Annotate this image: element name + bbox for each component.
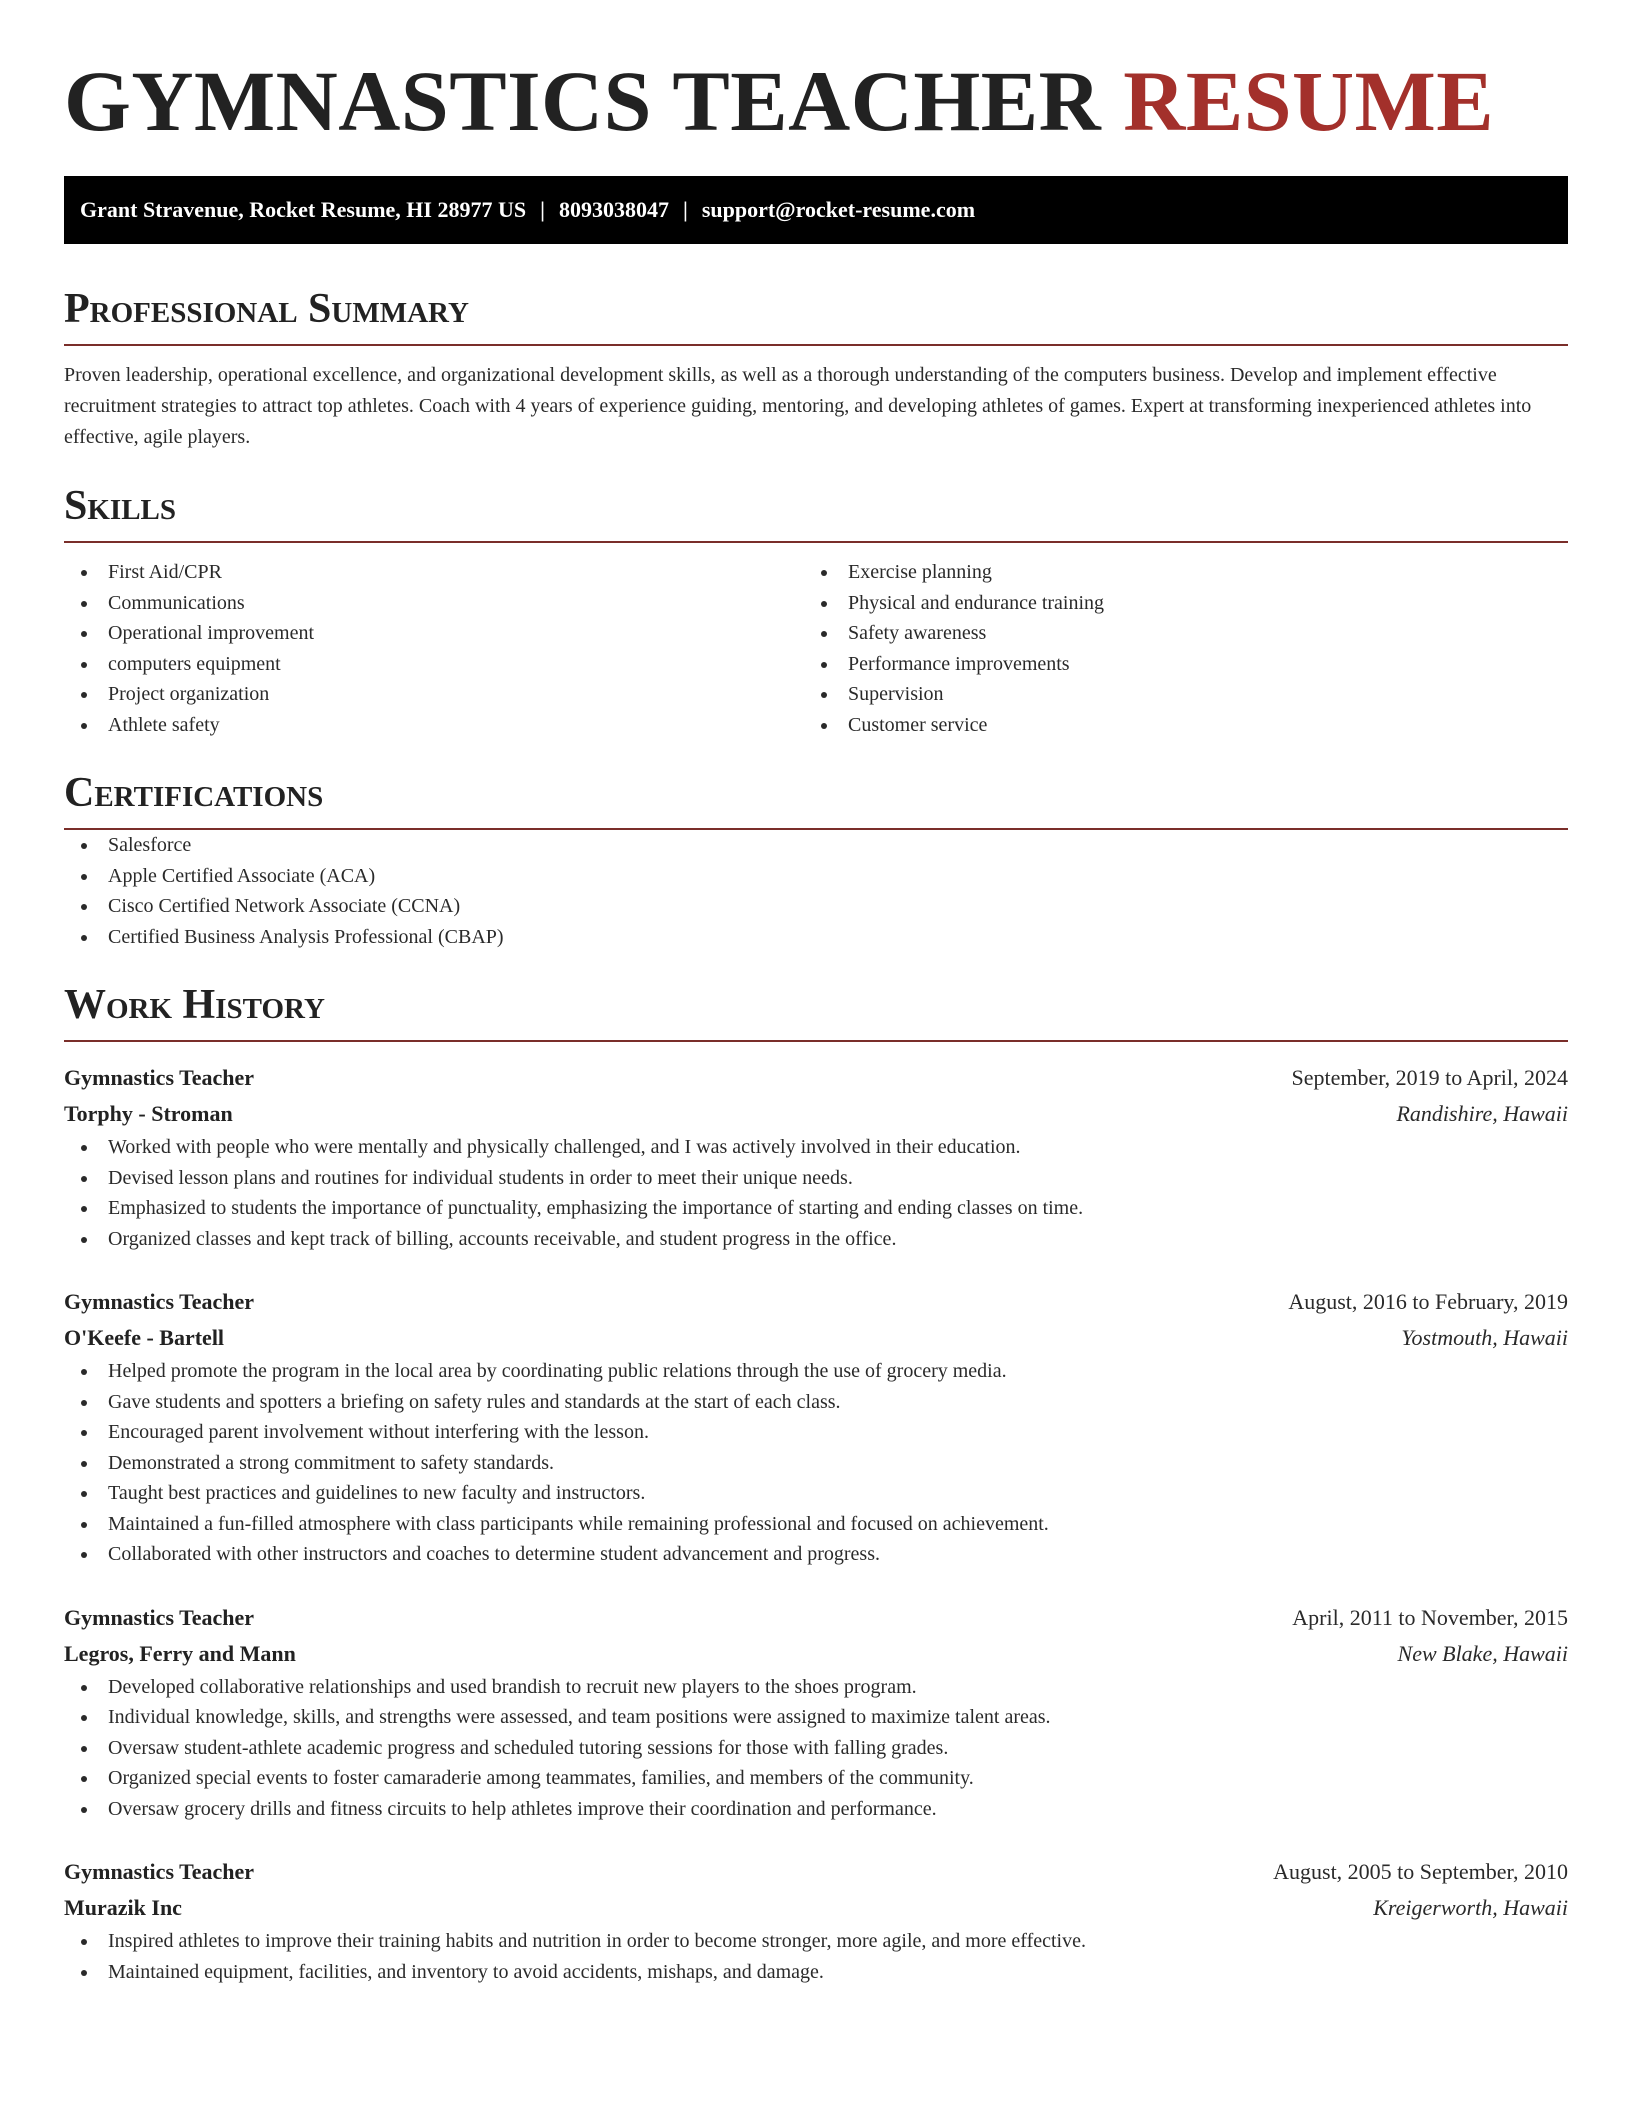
job-duty: Collaborated with other instructors and coaches to determine student advancement and progress. xyxy=(64,1539,1568,1570)
skill-item: Exercise planning xyxy=(804,557,1544,588)
job-company: Murazik Inc xyxy=(64,1895,182,1920)
job-duty: Devised lesson plans and routines for individual students in order to meet their unique needs. xyxy=(64,1163,1568,1194)
job-location: New Blake, Hawaii xyxy=(1397,1640,1568,1666)
job-dates: September, 2019 to April, 2024 xyxy=(1291,1065,1568,1090)
job-title: Gymnastics Teacher xyxy=(64,1065,255,1090)
job-duties-list xyxy=(64,1926,1568,1987)
job-location: Kreigerworth, Hawaii xyxy=(1373,1895,1568,1920)
job-duty: Taught best practices and guidelines to new faculty and instructors. xyxy=(64,1478,1568,1509)
job-duty: Inspired athletes to improve their training habits and nutrition in order to become stronger, more agile, and more effective. xyxy=(64,1926,1568,1957)
job-header-row xyxy=(64,1600,1568,1636)
skill-item: Communications xyxy=(64,588,804,619)
job-entry xyxy=(64,1854,1568,1987)
skill-item: Supervision xyxy=(804,679,1544,710)
job-duty: Emphasized to students the importance of punctuality, emphasizing the importance of starting and ending classes on time. xyxy=(64,1193,1568,1224)
skill-item: Operational improvement xyxy=(64,618,804,649)
certifications-heading: Certifications xyxy=(64,768,1568,830)
job-header-row xyxy=(64,1284,1568,1320)
resume-page xyxy=(64,0,1568,1987)
job-company-row xyxy=(64,1096,1568,1132)
work-history-heading: Work History xyxy=(64,980,1568,1042)
job-duties-list xyxy=(64,1132,1568,1254)
job-duty: Maintained a fun-filled atmosphere with class participants while remaining professional and focused on achievement. xyxy=(64,1509,1568,1540)
job-duty: Organized classes and kept track of billing, accounts receivable, and student progress in the office. xyxy=(64,1224,1568,1255)
title-main: GYMNASTICS TEACHER xyxy=(64,53,1102,149)
skills-column-left xyxy=(64,557,804,740)
summary-text: Proven leadership, operational excellence, and organizational development skills, as well as a thorough understanding of the computers business. Develop and implement effective recruitment strategies to attract top athletes. Coach with 4 years of experience guiding, mentoring, and developing athletes of games. Expert at transforming inexperienced athletes into effective, agile players. xyxy=(64,364,1532,448)
job-duty: Developed collaborative relationships and used brandish to recruit new players to the shoes program. xyxy=(64,1672,1568,1703)
certification-item: Cisco Certified Network Associate (CCNA) xyxy=(64,891,1568,922)
certification-item: Apple Certified Associate (ACA) xyxy=(64,861,1568,892)
job-header-row xyxy=(64,1854,1568,1890)
contact-phone: 8093038047 xyxy=(558,197,669,222)
job-duty: Demonstrated a strong commitment to safety standards. xyxy=(64,1448,1568,1479)
certification-item: Salesforce xyxy=(64,830,1568,861)
job-location: Randishire, Hawaii xyxy=(1396,1101,1568,1126)
job-title: Gymnastics Teacher xyxy=(64,1859,255,1884)
skill-item: Project organization xyxy=(64,679,804,710)
job-title: Gymnastics Teacher xyxy=(64,1604,255,1630)
skill-item: Athlete safety xyxy=(64,710,804,741)
job-title: Gymnastics Teacher xyxy=(64,1289,255,1314)
job-company: Torphy - Stroman xyxy=(64,1101,233,1126)
job-company-row xyxy=(64,1636,1568,1672)
skills-grid xyxy=(64,557,1568,740)
skill-item: Safety awareness xyxy=(804,618,1544,649)
job-company-row xyxy=(64,1890,1568,1926)
job-duties-list xyxy=(64,1672,1568,1825)
job-duty: Worked with people who were mentally and physically challenged, and I was actively involved in their education. xyxy=(64,1132,1568,1163)
skill-item: Customer service xyxy=(804,710,1544,741)
certification-item: Certified Business Analysis Professional (CBAP) xyxy=(64,922,1568,953)
contact-email: support@rocket-resume.com xyxy=(701,197,976,222)
job-duty: Maintained equipment, facilities, and inventory to avoid accidents, mishaps, and damage. xyxy=(64,1957,1568,1988)
resume-title xyxy=(64,0,1568,150)
skill-item: Physical and endurance training xyxy=(804,588,1544,619)
job-dates: August, 2016 to February, 2019 xyxy=(1288,1289,1568,1314)
skill-item: Performance improvements xyxy=(804,649,1544,680)
job-entry xyxy=(64,1600,1568,1825)
contact-bar xyxy=(64,176,1568,244)
job-location: Yostmouth, Hawaii xyxy=(1401,1325,1568,1350)
job-company-row xyxy=(64,1320,1568,1356)
skills-list-left xyxy=(64,557,804,740)
job-duty: Oversaw student-athlete academic progress and scheduled tutoring sessions for those with falling grades. xyxy=(64,1733,1568,1764)
summary-heading: Professional Summary xyxy=(64,284,1568,346)
job-duty: Individual knowledge, skills, and strengths were assessed, and team positions were assigned to maximize talent areas. xyxy=(64,1702,1568,1733)
contact-separator: | xyxy=(540,197,545,222)
skills-list-right xyxy=(804,557,1544,740)
job-duty: Organized special events to foster camaraderie among teammates, families, and members of the community. xyxy=(64,1763,1568,1794)
skills-heading: Skills xyxy=(64,481,1568,543)
job-dates: April, 2011 to November, 2015 xyxy=(1292,1604,1568,1630)
contact-address: Grant Stravenue, Rocket Resume, HI 28977 US xyxy=(80,197,527,222)
job-duty: Oversaw grocery drills and fitness circuits to help athletes improve their coordination and performance. xyxy=(64,1794,1568,1825)
job-duty: Helped promote the program in the local area by coordinating public relations through the use of grocery media. xyxy=(64,1356,1568,1387)
job-duty: Gave students and spotters a briefing on safety rules and standards at the start of each class. xyxy=(64,1387,1568,1418)
skill-item: computers equipment xyxy=(64,649,804,680)
contact-separator: | xyxy=(682,197,688,222)
job-duty: Encouraged parent involvement without interfering with the lesson. xyxy=(64,1417,1568,1448)
job-company: O'Keefe - Bartell xyxy=(64,1325,225,1350)
job-entry xyxy=(64,1060,1568,1254)
job-entry xyxy=(64,1284,1568,1570)
job-header-row xyxy=(64,1060,1568,1096)
title-accent: RESUME xyxy=(1123,53,1495,149)
job-dates: August, 2005 to September, 2010 xyxy=(1273,1859,1568,1884)
skill-item: First Aid/CPR xyxy=(64,557,804,588)
certifications-list xyxy=(64,830,1568,952)
skills-column-right xyxy=(804,557,1544,740)
job-duties-list xyxy=(64,1356,1568,1570)
job-company: Legros, Ferry and Mann xyxy=(64,1640,296,1666)
